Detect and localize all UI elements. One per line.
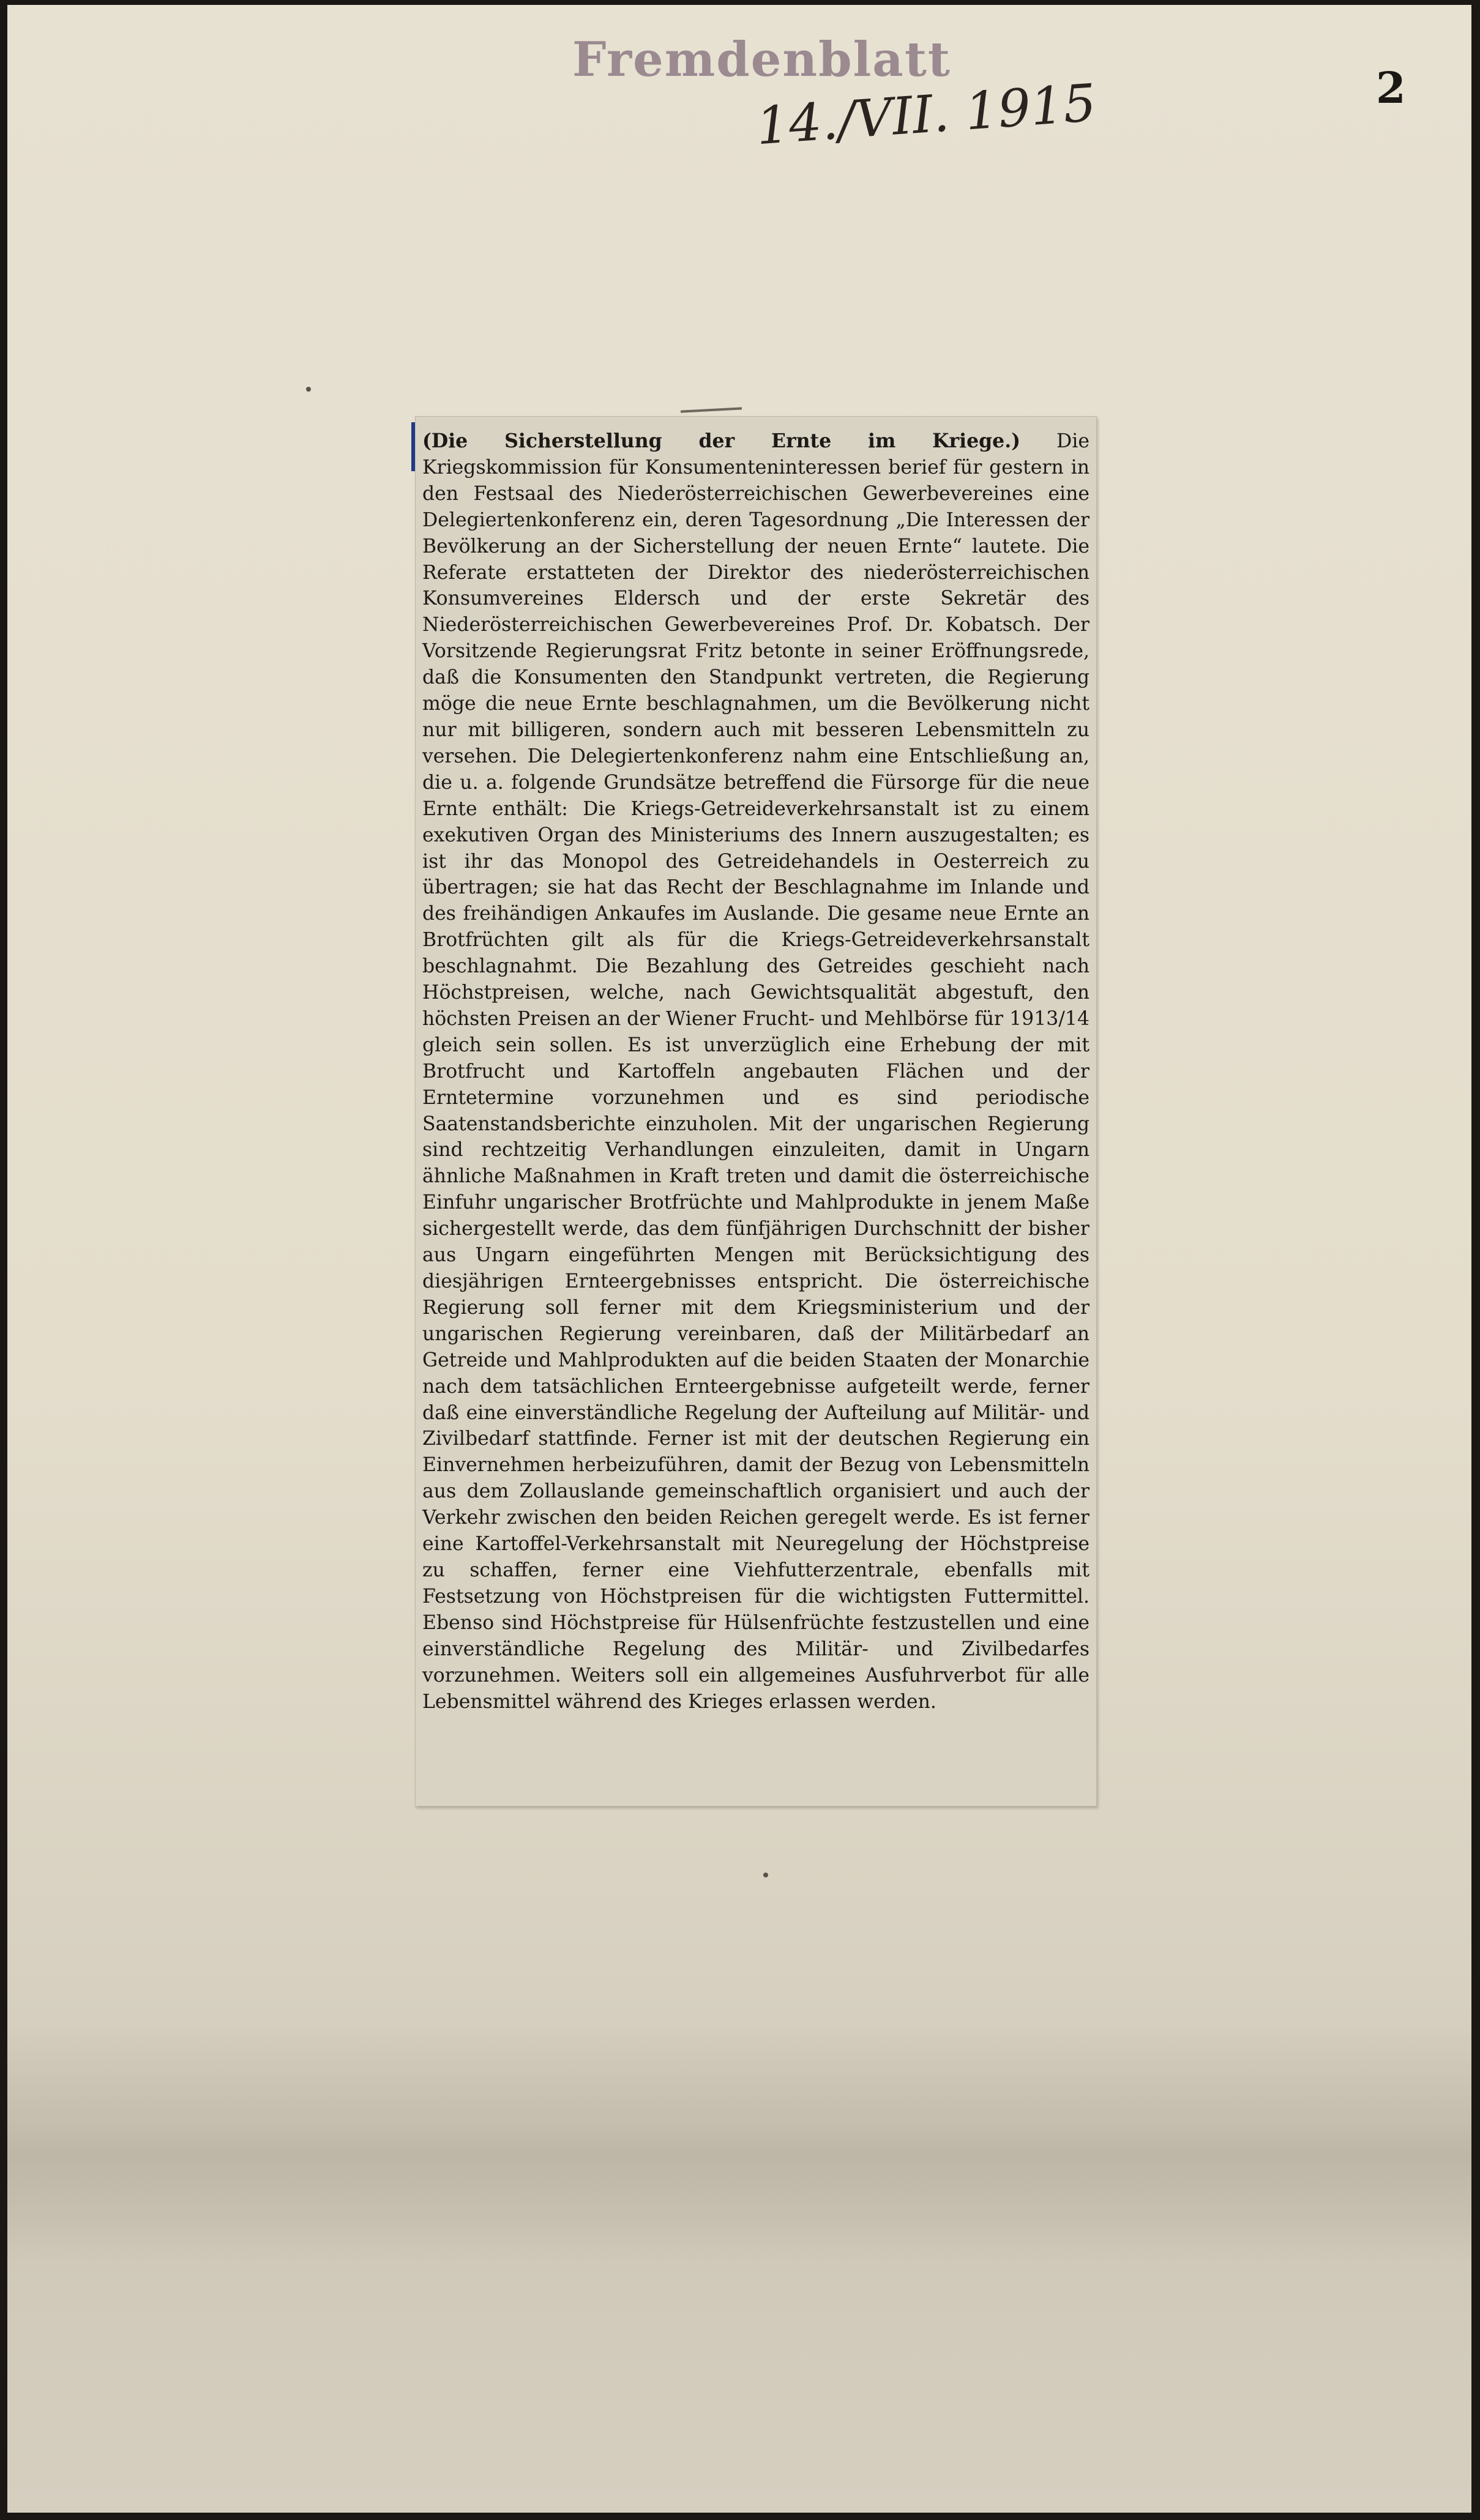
page-number: 2	[1376, 62, 1406, 113]
blue-margin-mark	[411, 422, 415, 471]
newspaper-name-stamp: Fremdenblatt	[572, 32, 951, 88]
paper-speck	[306, 387, 311, 392]
handwritten-date: 14./VII. 1915	[754, 72, 1098, 157]
article-body: Die Kriegskommission für Konsumenteninteressen berief für gestern in den Festsaal des Niederösterreichischen Gewerbevereines eine Delegiertenkonferenz ein, deren Tagesordnung „Die Interessen der Bevölkerung an der Sicherstellung der neuen Ernte“ lautete. Die Referate erstatteten der Direktor des niederösterreichischen Konsumvereines Eldersch und der erste Sekretär des Niederösterreichischen Gewerbevereines Prof. Dr. Kobatsch. Der Vorsitzende Regierungsrat Fritz betonte in seiner Eröffnungsrede, daß die Konsumenten den Standpunkt vertreten, die Regierung möge die neue Ernte beschlagnahmen, um die Bevölkerung nicht nur mit billigeren, sondern auch mit besseren Lebensmitteln zu versehen. Die Delegiertenkonferenz nahm eine Entschließung an, die u. a. folgende Grundsätze betreffend die Fürsorge für die neue Ernte enthält: Die Kriegs-Getreideverkehrsanstalt ist zu einem exekutiven Organ des Ministeriums des Innern auszugestalten; es ist ihr das Monopol des Getreidehandels in Oesterreich zu übertragen; sie hat das Recht der Beschlagnahme im Inlande und des freihändigen Ankaufes im Auslande. Die gesame neue Ernte an Brotfrüchten gilt als für die Kriegs-Getreideverkehrsanstalt beschlagnahmt. Die Bezahlung des Getreides geschieht nach Höchstpreisen, welche, nach Gewichtsqualität abgestuft, den höchsten Preisen an der Wiener Frucht- und Mehlbörse für 1913/14 gleich sein sollen. Es ist unverzüglich eine Erhebung der mit Brotfrucht und Kartoffeln angebauten Flächen und der Erntetermine vorzunehmen und es sind periodische Saatenstandsberichte einzuholen. Mit der ungarischen Regierung sind rechtzeitig Verhandlungen einzuleiten, damit in Ungarn ähnliche Maßnahmen in Kraft treten und damit die österreichische Einfuhr ungarischer Brotfrüchte und Mahlprodukte in jenem Maße sichergestellt werde, das dem fünfjährigen Durchschnitt der bisher aus Ungarn eingeführten Mengen mit Berücksichtigung des diesjährigen Ernteergebnisses entspricht. Die österreichische Regierung soll ferner mit dem Kriegsministerium und der ungarischen Regierung vereinbaren, daß der Militärbedarf an Getreide und Mahlprodukten auf die beiden Staaten der Monarchie nach dem tatsächlichen Ernteergebnisse aufgeteilt werde, ferner daß eine einverständliche Regelung der Aufteilung auf Militär- und Zivilbedarf stattfinde. Ferner ist mit der deutschen Regierung ein Einvernehmen herbeizuführen, damit der Bezug von Lebensmitteln aus dem Zollauslande gemeinschaftlich organisiert und auch der Verkehr zwischen den beiden Reichen geregelt werde. Es ist ferner eine Kartoffel-Verkehrsanstalt mit Neuregelung der Höchstpreise zu schaffen, ferner eine Viehfutterzentrale, ebenfalls mit Festsetzung von Höchstpreisen für die wichtigsten Futtermittel. Ebenso sind Höchstpreise für Hülsenfrüchte festzustellen und eine einverständliche Regelung des Militär- und Zivilbedarfes vorzunehmen. Weiters soll ein allgemeines Ausfuhrverbot für alle Lebensmittel während des Krieges erlassen werden.	[422, 430, 1089, 1713]
paper-fold-shadow	[7, 2019, 1471, 2264]
article-text	[422, 428, 1089, 1715]
article-heading: (Die Sicherstellung der Ernte im Kriege.)	[422, 430, 1021, 452]
paper-speck	[763, 1873, 768, 1877]
